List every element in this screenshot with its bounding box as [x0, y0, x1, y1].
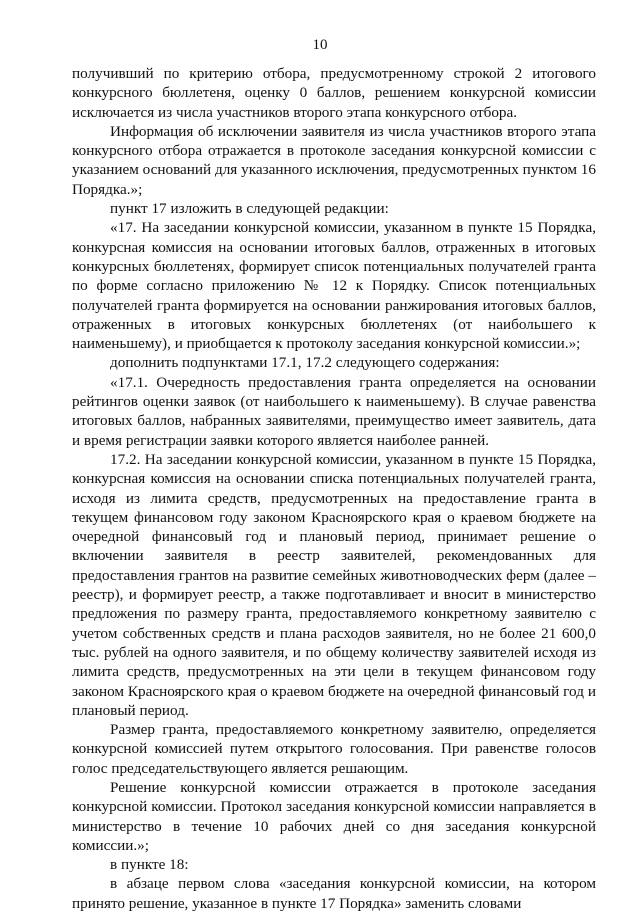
paragraph-9: Решение конкурсной комиссии отражается в протоколе заседания конкурсной комиссии. Протокол заседания конкурсной комиссии направляется в министерство в течение 10 рабочих дней со дня заседания конкурсной комиссии.»; [72, 778, 596, 854]
paragraph-4: «17. На заседании конкурсной комиссии, указанном в пункте 15 Порядка, конкурсная комиссия на основании итоговых баллов, отраженных в итоговых конкурсных бюллетенях, формирует список потенциальных получателей гранта по форме согласно приложению № 12 к Порядку. Список потенциальных получателей гранта формируется на основании ранжирования итоговых баллов, отраженных в итоговых конкурсных бюллетенях (от наибольшего к наименьшему), и приобщается к протоколу заседания конкурсной комиссии.»; [72, 219, 596, 353]
paragraph-1: получивший по критерию отбора, предусмотренному строкой 2 итогового конкурсного бюллетеня, оценку 0 баллов, решением конкурсной комиссии исключается из числа участников второго этапа конкурсного отбора. [72, 65, 596, 121]
paragraph-11: в абзаце первом слова «заседания конкурсной комиссии, на котором принято решение, указанное в пункте 17 Порядка» заменить словами [72, 875, 596, 912]
paragraph-3: пункт 17 изложить в следующей редакции: [110, 200, 389, 218]
document-body [72, 64, 596, 913]
paragraph-5: дополнить подпунктами 17.1, 17.2 следующего содержания: [110, 354, 500, 372]
page-number: 10 [312, 37, 328, 53]
paragraph-2: Информация об исключении заявителя из числа участников второго этапа конкурсного отбора отражается в протоколе заседания конкурсной комиссии с указанием оснований для указанного исключения, предусмотренных пунктом 16 Порядка.»; [72, 122, 596, 198]
paragraph-6: «17.1. Очередность предоставления гранта определяется на основании рейтингов оценки заявок (от наибольшего к наименьшему). В случае равенства итоговых баллов, набранных заявителями, преимущество имеет заявитель, дата и время регистрации заявки которого является наиболее ранней. [72, 373, 596, 449]
paragraph-10: в пункте 18: [110, 856, 189, 874]
paragraph-7: 17.2. На заседании конкурсной комиссии, указанном в пункте 15 Порядка, конкурсная комиссия на основании списка потенциальных получателей гранта, исходя из лимита средств, предусмотренных на предоставление гранта в текущем финансовом году законом Красноярского края о краевом бюджете на очередной финансовый год и плановый период, принимает решение о включении заявителя в реестр заявителей, рекомендованных для предоставления грантов на развитие семейных животноводческих ферм (далее – реестр), и формирует реестр, а также подготавливает и вносит в министерство предложения по размеру гранта, предоставляемого конкретному заявителю с учетом собственных средств и плана расходов заявителя, но не более 21 600,0 тыс. рублей на одного заявителя, и по общему количеству заявителей исходя из лимита средств, предусмотренных на эти цели в текущем финансовом году законом Красноярского края о краевом бюджете на очередной финансовый год и плановый период. [72, 450, 596, 719]
paragraph-8: Размер гранта, предоставляемого конкретному заявителю, определяется конкурсной комиссией путем открытого голосования. При равенстве голосов голос председательствующего является решающим. [72, 721, 596, 777]
